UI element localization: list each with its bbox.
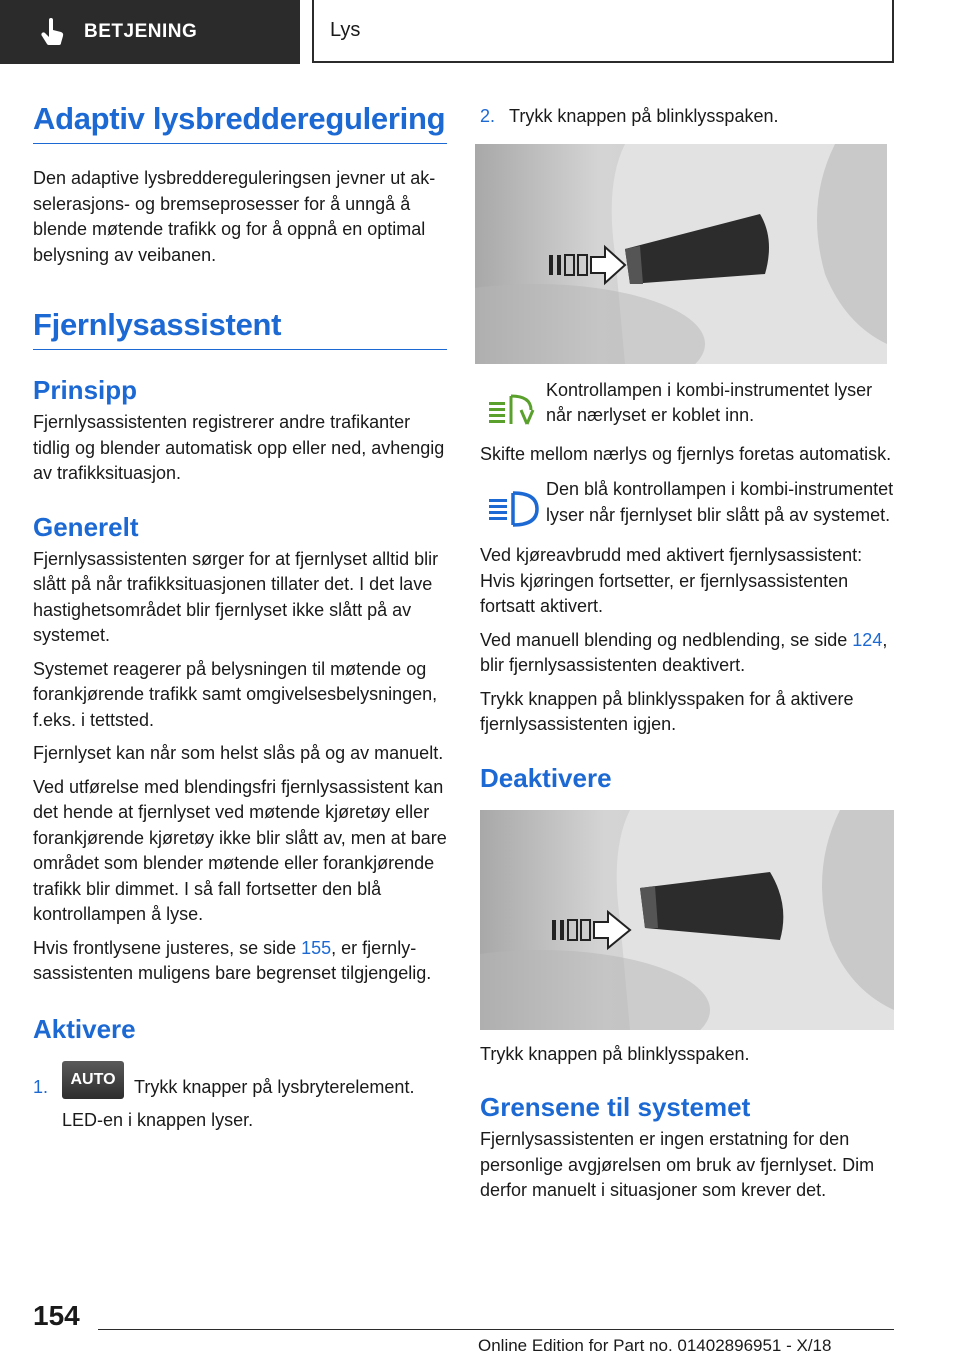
abort-text: Ved kjøreavbrudd med aktivert fjernlysassistent: Hvis kjøringen fortsetter, er fjernlysassistenten fortsatt aktivert. <box>480 545 863 616</box>
stalk-photo-1 <box>475 144 887 364</box>
manual-text-end: , blir fjernlysassistenten deaktivert. <box>480 629 888 675</box>
general-text-5-start: Hvis frontlysene justeres, se side <box>33 937 302 958</box>
heading-principle: Prinsipp <box>33 375 138 405</box>
heading-adaptive: Adaptiv lysbredderegulering <box>33 100 447 144</box>
low-beam-indicator-text: Kontrollampen i kombi-instrumentet lyser når nærlyset er koblet inn. <box>546 379 873 425</box>
step-2 <box>480 104 896 130</box>
manual-text <box>480 628 896 679</box>
section-label: BETJENING <box>84 21 198 42</box>
general-text-4: Ved utførelse med blendingsfri fjernlysassistent kan det hende at fjernlyset ved møtende kjøretøy eller forankjørende kjøretøy ikke blir slått av, men at bare området som blender møtende eller forankjørende trafikk blir dimmet. I så fall fortsetter den blå kontrollampen å lyse. <box>33 776 447 924</box>
chapter-label: Lys <box>330 19 361 41</box>
high-beam-indicator-note <box>480 477 896 529</box>
edition-text: Online Edition for Part no. 01402896951 - X/18 <box>478 1336 832 1355</box>
step-2-number: 2. <box>480 106 496 126</box>
principle-text: Fjernlysassistenten registrerer andre trafikanter tidlig og blender automatisk opp eller ned, avhengig av trafikksituasjon. <box>33 412 445 483</box>
reactivate-text: Trykk knappen på blinklysspaken for å aktivere fjernlysassistenten igjen. <box>480 688 854 734</box>
step-1-text: Trykk knapper på lysbryterelement. <box>134 1076 415 1097</box>
general-text-5 <box>33 936 447 987</box>
turn-signal-stalk-image <box>475 144 887 364</box>
right-column <box>480 104 896 1204</box>
general-text-3: Fjernlyset kan når som helst slås på og av manuelt. <box>33 743 444 763</box>
low-beam-indicator-note <box>480 378 896 430</box>
left-column <box>33 100 447 1134</box>
footer-divider <box>98 1329 894 1330</box>
heading-deactivate: Deaktivere <box>480 762 612 793</box>
page-link-124[interactable]: 124 <box>852 629 883 650</box>
stalk-photo-2 <box>480 810 894 1030</box>
section-tab <box>0 0 300 64</box>
high-beam-indicator-icon <box>480 477 546 529</box>
hand-pointer-icon <box>38 17 68 47</box>
step-1-number: 1. <box>33 1076 49 1097</box>
general-text-1: Fjernlysassistenten sørger for at fjernlyset alltid blir slått på når trafikksituasjonen tillater det. I det lave hastighetsområdet blir fjernlyset ikke slått på av systemet. <box>33 548 439 645</box>
step-1-sub: LED-en i knappen lyser. <box>62 1110 254 1130</box>
switch-text: Skifte mellom nærlys og fjernlys foretas automatisk. <box>480 443 892 464</box>
adaptive-text: Den adaptive lysbreddereguleringsen jevner ut akselerasjons- og bremseprosesser for å unngå å blende møtende trafikk og for å oppnå en optimal belysning av veibanen. <box>33 168 436 265</box>
limits-text: Fjernlysassistenten er ingen erstatning for den personlige avgjørelsen om bruk av fjernlyset. Dim derfor manuelt i situasjoner som krever det. <box>480 1129 875 1200</box>
step-2-text: Trykk knappen på blinklysspaken. <box>509 106 779 126</box>
heading-activate: Aktivere <box>33 1013 136 1044</box>
step-1 <box>33 1061 447 1134</box>
high-beam-indicator-text: Den blå kontrollampen i kombi-instrumentet lyser når fjernlyset blir slått på av systemet. <box>546 479 894 525</box>
heading-general: Generelt <box>33 511 139 542</box>
low-beam-indicator-icon <box>480 378 546 430</box>
general-text-5-end: , er fjernlysassistenten muligens bare begrenset tilgjengelig. <box>33 937 432 983</box>
turn-signal-stalk-image-2 <box>480 810 894 1030</box>
deactivate-text: Trykk knappen på blinklysspaken. <box>480 1043 750 1064</box>
general-text-2: Systemet reagerer på belysningen til møtende og forankjørende trafikk samt omgivelsesbelysningen, f.eks. i tettsted. <box>33 658 438 730</box>
auto-button-icon: AUTO <box>62 1061 124 1099</box>
step-1-body <box>62 1061 414 1134</box>
chapter-title <box>312 0 894 63</box>
heading-limits: Grensene til systemet <box>480 1092 751 1122</box>
heading-assist: Fjernlysassistent <box>33 306 447 350</box>
manual-text-start: Ved manuell blending og nedblending, se side <box>480 629 853 650</box>
page-link-155[interactable]: 155 <box>301 937 332 958</box>
page-number: 154 <box>33 1300 80 1331</box>
